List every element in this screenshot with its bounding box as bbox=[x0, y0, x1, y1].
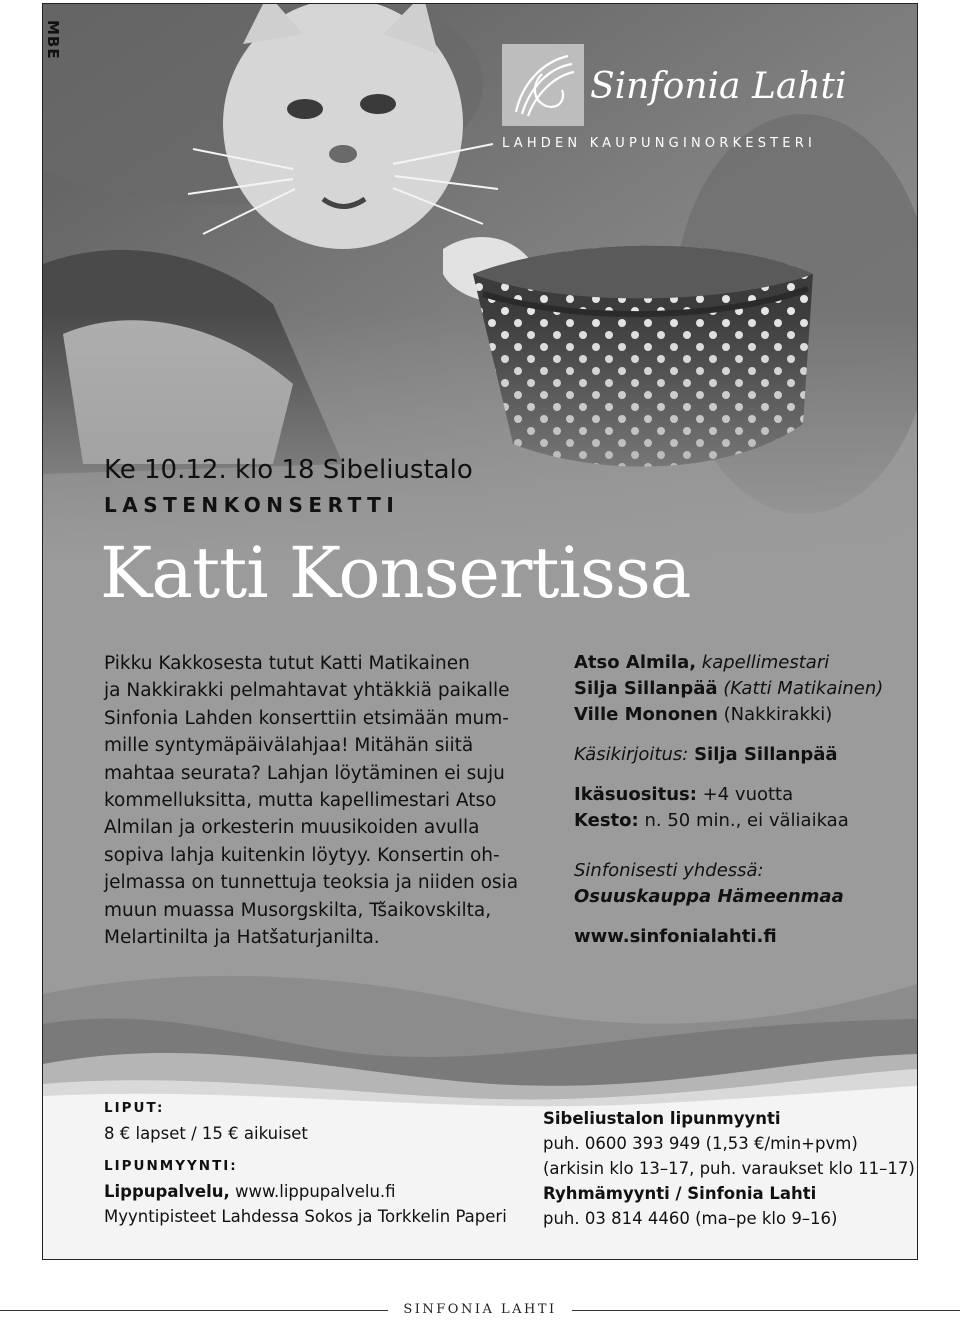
footer-brand: SINFONIA LAHTI bbox=[403, 1302, 557, 1317]
corner-tag: MBE bbox=[44, 20, 62, 60]
description-line: jelmassa on tunnettuja teoksia ja niiden osia bbox=[104, 872, 519, 894]
website-link[interactable]: www.sinfonialahti.fi bbox=[574, 926, 777, 947]
box-office-block bbox=[543, 1106, 913, 1231]
description-line: kommelluksitta, mutta kapellimestari Atso bbox=[104, 790, 497, 812]
box-office-phone: puh. 0600 393 949 (1,53 €/min+pvm) bbox=[543, 1134, 858, 1153]
description-line: sopiva lahja kuitenkin löytyy. Konsertin oh- bbox=[104, 844, 500, 866]
description-line: ja Nakkirakki pelmahtavat yhtäkkiä paikalle bbox=[104, 680, 510, 702]
description-line: muun muassa Musorgskilta, Tšaikovskilta, bbox=[104, 899, 492, 921]
sponsor-label: Sinfonisesti yhdessä: bbox=[574, 860, 764, 881]
age-recommendation: Ikäsuositus: +4 vuotta bbox=[574, 784, 794, 805]
description-line: Pikku Kakkosesta tutut Katti Matikainen bbox=[104, 653, 470, 674]
box-office-hours: (arkisin klo 13–17, puh. varaukset klo 11–17) bbox=[543, 1159, 915, 1178]
footer bbox=[0, 1302, 960, 1318]
description-line: Almilan ja orkesterin muusikoiden avulla bbox=[104, 817, 480, 839]
event-category: LASTENKONSERTTI bbox=[104, 493, 400, 517]
group-sales-title: Ryhmämyynti / Sinfonia Lahti bbox=[543, 1184, 817, 1203]
description-line: mahtaa seurata? Lahjan löytäminen ei suju bbox=[104, 762, 505, 784]
tickets-label: LIPUT: bbox=[104, 1100, 165, 1116]
description-line: mille syntymäpäivälahjaa! Mitähän siitä bbox=[104, 735, 474, 757]
description-line: Sinfonia Lahden konserttiin etsimään mum- bbox=[104, 707, 509, 729]
footer-rule-right bbox=[572, 1310, 960, 1311]
credit-script: Käsikirjoitus: Silja Sillanpää bbox=[574, 744, 838, 765]
logo-name: Sinfonia Lahti bbox=[590, 66, 847, 107]
ticket-sales-points: Myyntipisteet Lahdessa Sokos ja Torkkelin Paperi bbox=[104, 1207, 507, 1226]
duration: Kesto: n. 50 min., ei väliaikaa bbox=[574, 810, 849, 831]
ticket-sales-provider: Lippupalvelu, www.lippupalvelu.fi bbox=[104, 1182, 396, 1201]
event-title: Katti Konsertissa bbox=[100, 532, 691, 614]
sponsor-name: Osuuskauppa Hämeenmaa bbox=[574, 886, 844, 907]
ticket-sales-url[interactable]: www.lippupalvelu.fi bbox=[235, 1182, 396, 1201]
logo-mark-icon bbox=[502, 44, 584, 126]
group-sales-phone: puh. 03 814 4460 (ma–pe klo 9–16) bbox=[543, 1209, 838, 1228]
event-description bbox=[104, 650, 554, 951]
credit-performer-1: Silja Sillanpää (Katti Matikainen) bbox=[574, 678, 884, 699]
ticket-prices: 8 € lapset / 15 € aikuiset bbox=[104, 1124, 308, 1143]
footer-rule-left bbox=[0, 1310, 388, 1311]
tickets-block bbox=[104, 1096, 534, 1229]
credits-block bbox=[574, 650, 914, 950]
poster-frame bbox=[42, 3, 918, 1260]
orchestra-logo bbox=[502, 44, 847, 134]
credit-performer-2: Ville Mononen (Nakkirakki) bbox=[574, 704, 833, 725]
credit-conductor: Atso Almila, kapellimestari bbox=[574, 652, 830, 673]
event-date-venue: Ke 10.12. klo 18 Sibeliustalo bbox=[104, 455, 473, 485]
description-line: Melartinilta ja Hatšaturjanilta. bbox=[104, 927, 380, 949]
ticket-sales-label: LIPUNMYYNTI: bbox=[104, 1158, 238, 1174]
box-office-title: Sibeliustalon lipunmyynti bbox=[543, 1109, 781, 1128]
logo-subtitle: LAHDEN KAUPUNGINORKESTERI bbox=[502, 136, 816, 151]
